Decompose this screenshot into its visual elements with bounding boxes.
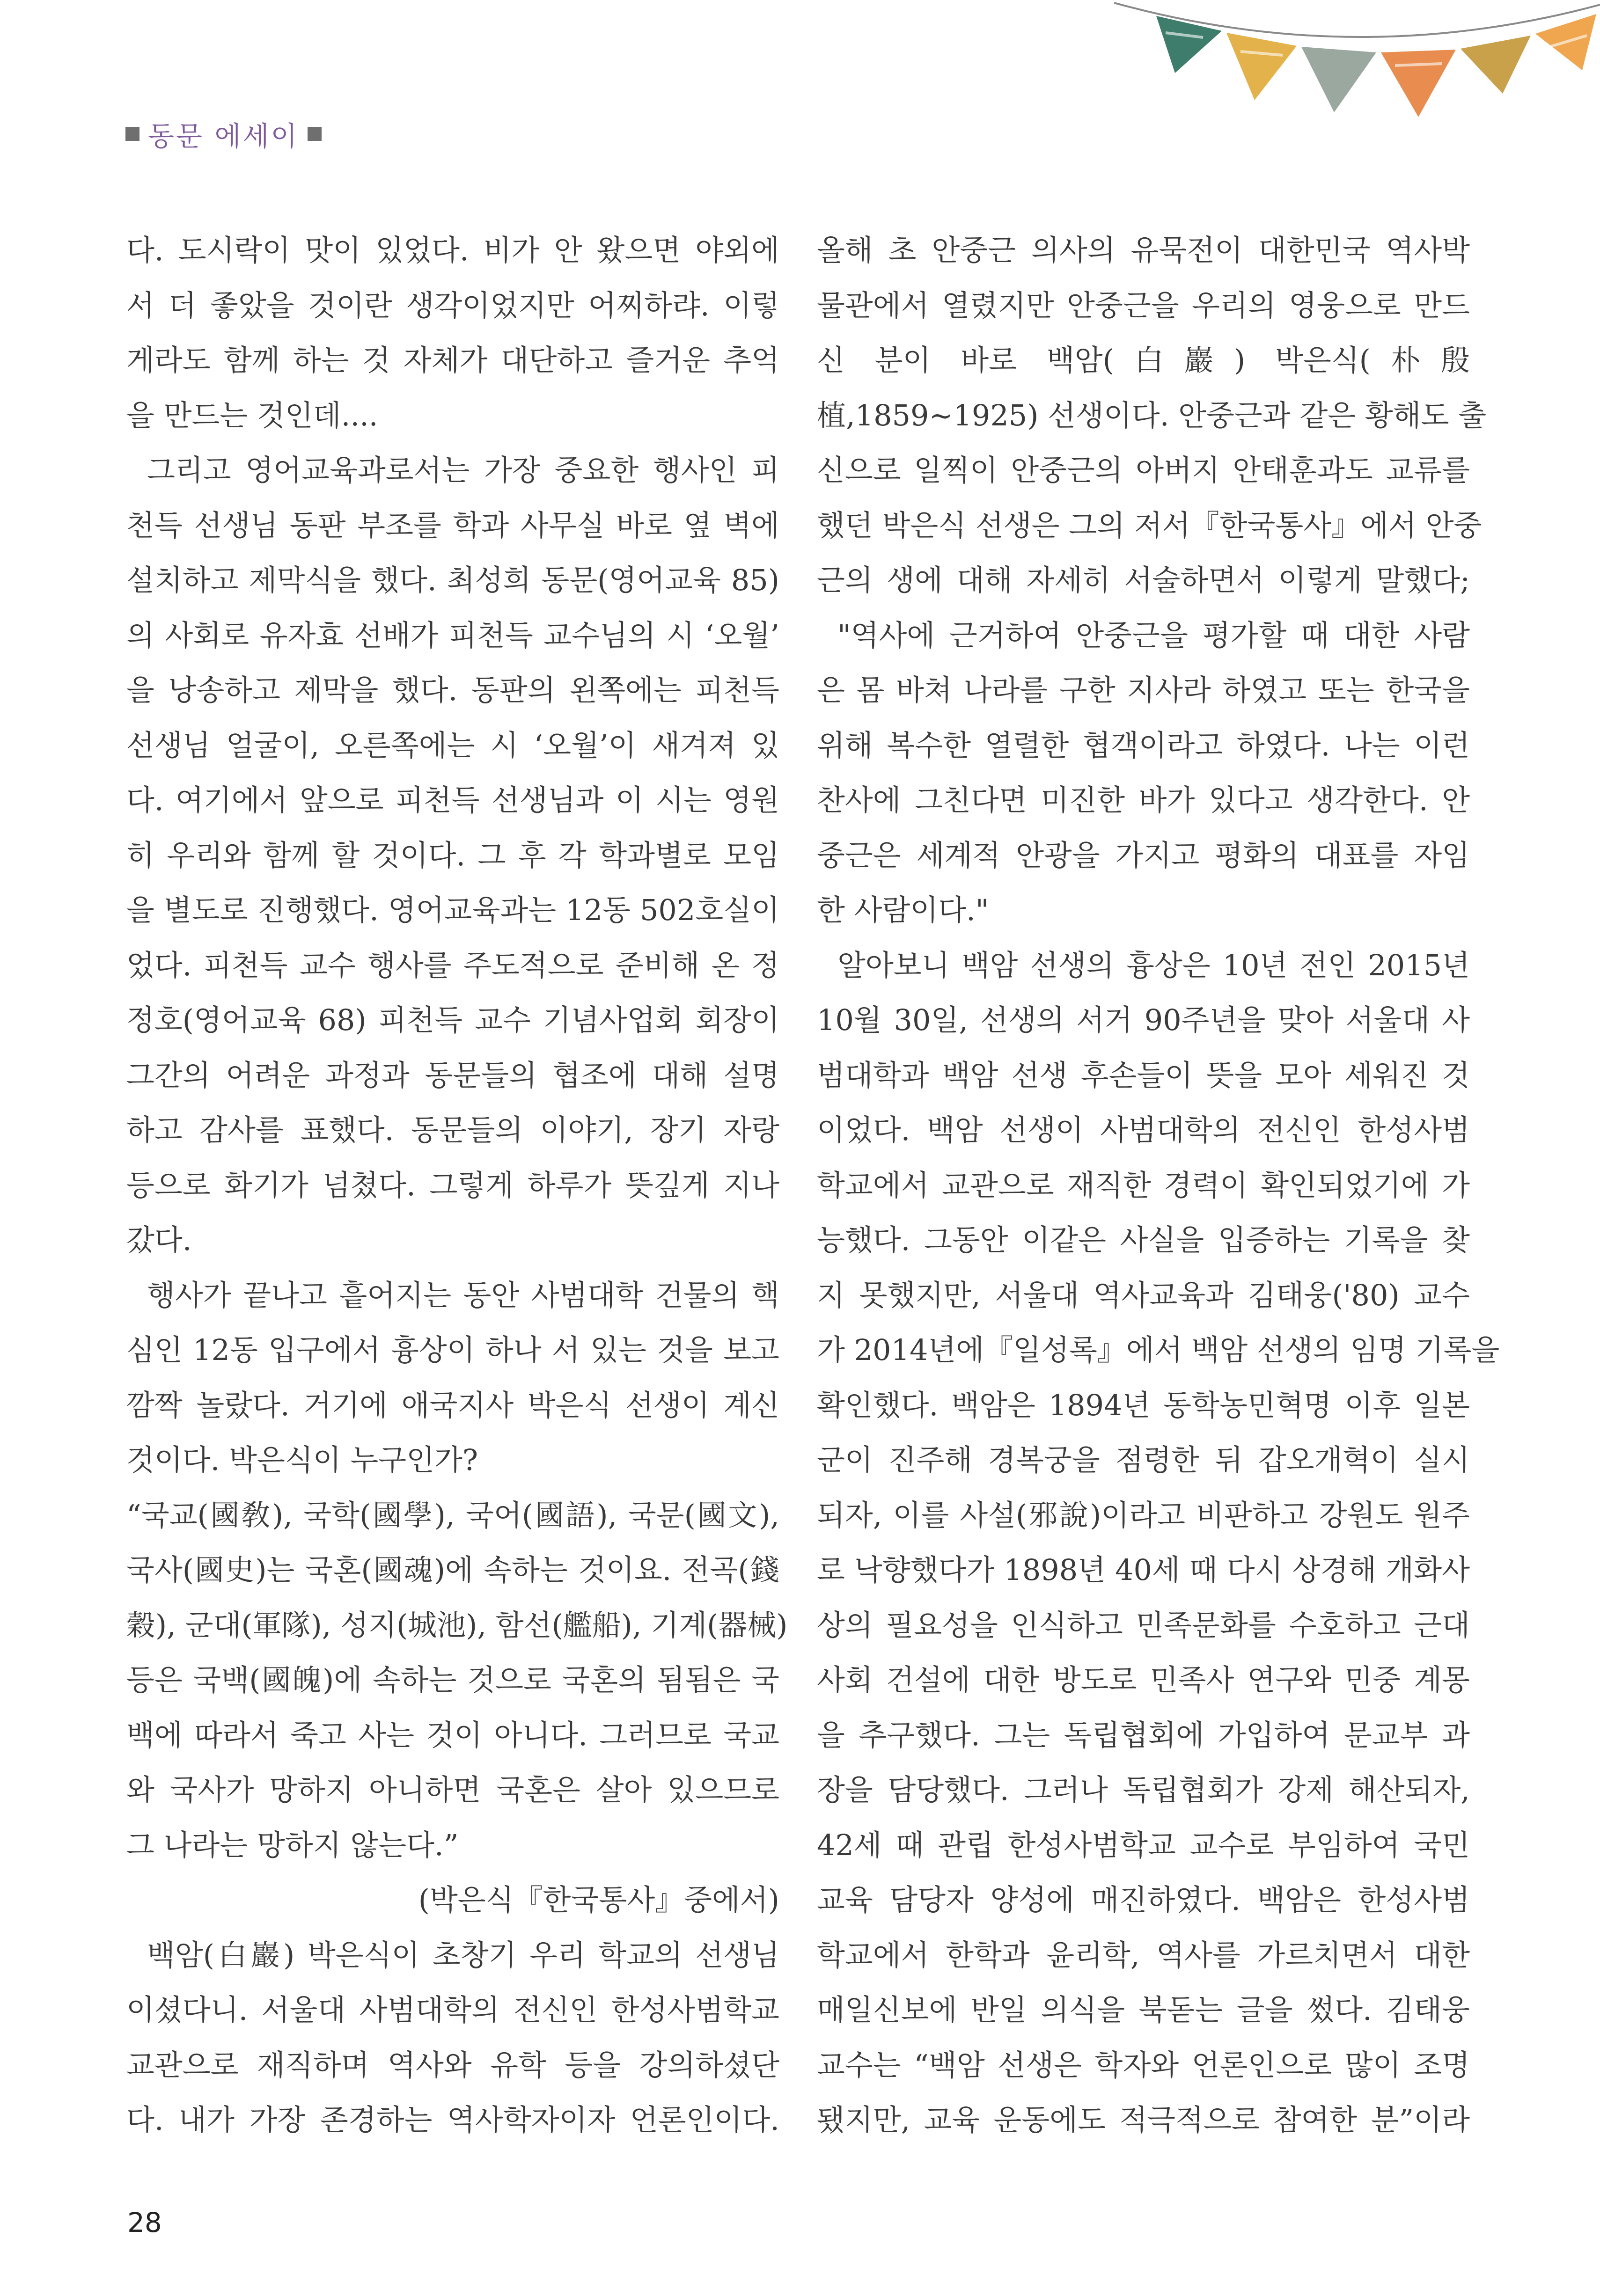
- text-line: 그리고 영어교육과로서는 가장 중요한 행사인 피: [147, 453, 779, 487]
- section-label-text: 동문 에세이: [148, 120, 299, 152]
- flag-icon: [1381, 50, 1456, 117]
- text-line: 행사가 끝나고 흩어지는 동안 사범대학 건물의 핵: [147, 1278, 779, 1312]
- text-line: 확인했다. 백암은 1894년 동학농민혁명 이후 일본: [817, 1388, 1470, 1422]
- text-line: 植,1859~1925) 선생이다. 안중근과 같은 황해도 출: [817, 398, 1487, 432]
- text-line: 물관에서 열렸지만 안중근을 우리의 영웅으로 만드: [817, 288, 1470, 322]
- text-line: 그 나라는 망하지 않는다.”: [126, 1828, 459, 1862]
- text-line: 이셨다니. 서울대 사범대학의 전신인 한성사범학교: [126, 1993, 779, 2027]
- text-line: 을 낭송하고 제막을 했다. 동판의 왼쪽에는 피천득: [126, 673, 779, 707]
- text-line: 을 만드는 것인데....: [126, 398, 378, 432]
- right-column: [817, 223, 1500, 2148]
- text-line: 가 2014년에『일성록』에서 백암 선생의 임명 기록을: [817, 1333, 1500, 1367]
- text-line: 의 사회로 유자효 선배가 피천득 교수님의 시 ‘오월’: [126, 618, 779, 652]
- text-line: 을 추구했다. 그는 독립협회에 가입하여 문교부 과: [817, 1718, 1470, 1752]
- flag-icon: [1226, 33, 1297, 100]
- text-line: 교육 담당자 양성에 매진하였다. 백암은 한성사범: [817, 1883, 1470, 1917]
- text-line: 사회 건설에 대한 방도로 민족사 연구와 민중 계몽: [817, 1663, 1470, 1697]
- text-line: 장을 담당했다. 그러나 독립협회가 강제 해산되자,: [817, 1773, 1470, 1807]
- text-line: 국사(國史)는 국혼(國魂)에 속하는 것이요. 전곡(錢: [126, 1553, 779, 1587]
- text-line: 심인 12동 입구에서 흉상이 하나 서 있는 것을 보고: [126, 1333, 779, 1367]
- text-line: 군이 진주해 경복궁을 점령한 뒤 갑오개혁이 실시: [817, 1443, 1470, 1477]
- text-line: 알아보니 백암 선생의 흉상은 10년 전인 2015년: [837, 948, 1470, 982]
- text-line: 설치하고 제막식을 했다. 최성희 동문(영어교육 85): [126, 563, 779, 597]
- text-line: 이었다. 백암 선생이 사범대학의 전신인 한성사범: [817, 1113, 1470, 1147]
- text-line: 신으로 일찍이 안중근의 아버지 안태훈과도 교류를: [817, 453, 1470, 487]
- text-line: 깜짝 놀랐다. 거기에 애국지사 박은식 선생이 계신: [126, 1388, 779, 1422]
- text-line: 선생님 얼굴이, 오른쪽에는 시 ‘오월’이 새겨져 있: [126, 728, 779, 762]
- square-bullet-icon: [308, 127, 322, 141]
- text-line: 매일신보에 반일 의식을 북돋는 글을 썼다. 김태웅: [817, 1993, 1470, 2027]
- text-line: 것이다. 박은식이 누구인가?: [126, 1443, 478, 1477]
- text-line: 능했다. 그동안 이같은 사실을 입증하는 기록을 찾: [817, 1223, 1470, 1257]
- text-line: 등으로 화기가 넘쳤다. 그렇게 하루가 뜻깊게 지나: [126, 1168, 779, 1202]
- text-line: 교수는 “백암 선생은 학자와 언론인으로 많이 조명: [817, 2047, 1470, 2082]
- text-line: 찬사에 그친다면 미진한 바가 있다고 생각한다. 안: [817, 783, 1470, 817]
- text-line: 백에 따라서 죽고 사는 것이 아니다. 그러므로 국교: [126, 1718, 779, 1752]
- text-line: 지 못했지만, 서울대 역사교육과 김태웅('80) 교수: [817, 1278, 1470, 1312]
- text-line: 근의 생에 대해 자세히 서술하면서 이렇게 말했다;: [817, 563, 1470, 597]
- text-line: 은 몸 바쳐 나라를 구한 지사라 하였고 또는 한국을: [817, 673, 1470, 707]
- text-line: 등은 국백(國魄)에 속하는 것으로 국혼의 됨됨은 국: [126, 1663, 779, 1697]
- text-line: 정호(영어교육 68) 피천득 교수 기념사업회 회장이: [126, 1003, 779, 1037]
- text-line: 다. 도시락이 맛이 있었다. 비가 안 왔으면 야외에: [126, 233, 779, 267]
- text-line: 신 분이 바로 백암(白巖) 박은식(朴殷: [817, 343, 1470, 377]
- text-line: "역사에 근거하여 안중근을 평가할 때 대한 사람: [837, 618, 1470, 652]
- square-bullet-icon: [125, 127, 139, 141]
- flag-icon: [1461, 36, 1531, 94]
- text-line: 교관으로 재직하며 역사와 유학 등을 강의하셨단: [126, 2047, 779, 2082]
- text-line: 10월 30일, 선생의 서거 90주년을 맞아 서울대 사: [817, 1003, 1470, 1037]
- text-line: 한 사람이다.": [817, 893, 989, 927]
- text-line: 42세 때 관립 한성사범학교 교수로 부임하여 국민: [817, 1828, 1470, 1862]
- text-line: 백암(白巖) 박은식이 초창기 우리 학교의 선생님: [147, 1938, 779, 1972]
- text-line: (박은식『한국통사』중에서): [418, 1883, 779, 1917]
- text-line: 올해 초 안중근 의사의 유묵전이 대한민국 역사박: [817, 233, 1470, 267]
- text-line: 되자, 이를 사설(邪說)이라고 비판하고 강원도 원주: [817, 1498, 1470, 1532]
- text-line: 위해 복수한 열렬한 협객이라고 하였다. 나는 이런: [817, 728, 1470, 762]
- text-line: 로 낙향했다가 1898년 40세 때 다시 상경해 개화사: [817, 1553, 1470, 1587]
- text-line: 상의 필요성을 인식하고 민족문화를 수호하고 근대: [817, 1608, 1470, 1642]
- text-line: 중근은 세계적 안광을 가지고 평화의 대표를 자임: [817, 838, 1470, 872]
- text-line: 을 별도로 진행했다. 영어교육과는 12동 502호실이: [126, 893, 779, 927]
- text-line: 하고 감사를 표했다. 동문들의 이야기, 장기 자랑: [126, 1113, 779, 1147]
- text-line: 했던 박은식 선생은 그의 저서『한국통사』에서 안중: [817, 508, 1482, 542]
- text-line: 었다. 피천득 교수 행사를 주도적으로 준비해 온 정: [126, 948, 779, 982]
- text-line: 그간의 어려운 과정과 동문들의 협조에 대해 설명: [126, 1058, 779, 1092]
- text-line: “국교(國敎), 국학(國學), 국어(國語), 국문(國文),: [126, 1498, 779, 1532]
- section-label: [125, 114, 322, 154]
- text-line: 됐지만, 교육 운동에도 적극적으로 참여한 분”이라: [817, 2103, 1470, 2137]
- text-line: 서 더 좋았을 것이란 생각이었지만 어찌하랴. 이렇: [126, 288, 779, 322]
- text-line: 학교에서 한학과 윤리학, 역사를 가르치면서 대한: [817, 1938, 1470, 1972]
- text-line: 게라도 함께 하는 것 자체가 대단하고 즐거운 추억: [126, 343, 779, 377]
- page-number: 28: [127, 2207, 162, 2238]
- text-line: 穀), 군대(軍隊), 성지(城池), 함선(艦船), 기계(器械): [126, 1608, 788, 1642]
- text-line: 히 우리와 함께 할 것이다. 그 후 각 학과별로 모임: [126, 838, 779, 872]
- text-line: 와 국사가 망하지 아니하면 국혼은 살아 있으므로: [126, 1773, 779, 1807]
- flag-icon: [1301, 47, 1376, 112]
- text-line: 천득 선생님 동판 부조를 학과 사무실 바로 옆 벽에: [126, 508, 779, 542]
- text-line: 학교에서 교관으로 재직한 경력이 확인되었기에 가: [817, 1168, 1470, 1202]
- text-line: 갔다.: [126, 1223, 192, 1257]
- text-line: 범대학과 백암 선생 후손들이 뜻을 모아 세워진 것: [817, 1058, 1470, 1092]
- bunting-decoration-icon: [1114, 0, 1600, 150]
- text-line: 다. 여기에서 앞으로 피천득 선생님과 이 시는 영원: [126, 783, 779, 817]
- left-column: [126, 223, 788, 2148]
- text-line: 다. 내가 가장 존경하는 역사학자이자 언론인이다.: [126, 2103, 779, 2137]
